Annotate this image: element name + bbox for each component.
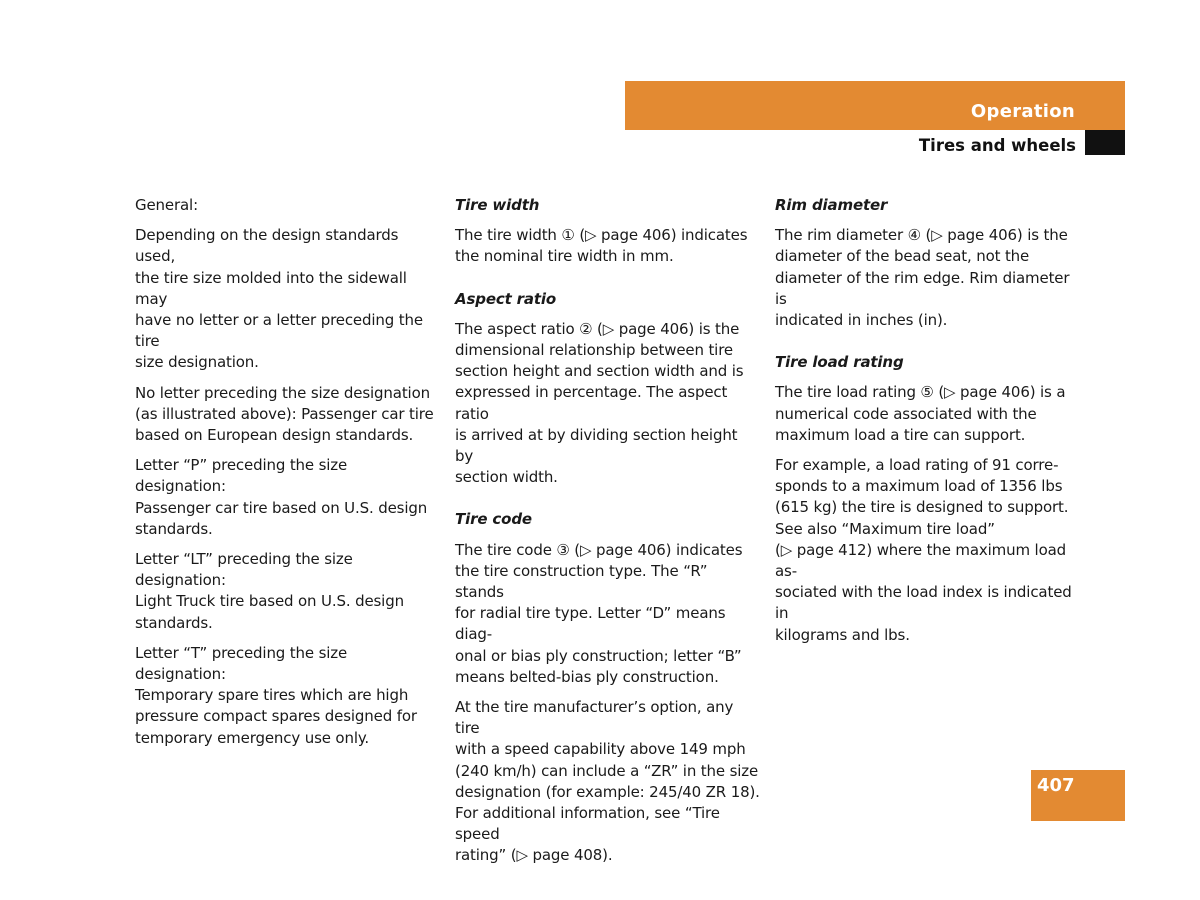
text-column-1 [135,195,440,758]
paragraph-tire-code: The tire code ③ (▷ page 406) indicates the tire construction type. The “R” stands for radial tire type. Letter “D” means diag- onal or bias ply construction; letter “B” means belted-bias ply construction. [455,540,743,686]
paragraph-letter-t: Letter “T” preceding the size designation: Temporary spare tires which are high pressure compact spares designed for temporary emergency use only. [135,643,417,747]
heading-tire-code: Tire code [455,510,532,529]
paragraph-letter-p: Letter “P” preceding the size designation: Passenger car tire based on U.S. design standards. [135,456,428,538]
paragraph-tire-load-rating: The tire load rating ⑤ (▷ page 406) is a numerical code associated with the maximum load a tire can support. [775,383,1066,444]
heading-tire-load-rating: Tire load rating [775,353,904,372]
heading-rim-diameter: Rim diameter [775,196,888,214]
section-tab-marker [1085,130,1125,155]
section-title: Operation [970,101,1075,122]
paragraph-aspect-ratio: The aspect ratio ② (▷ page 406) is the dimensional relationship between tire section height and section width and is expressed in percentage. The aspect ratio is arrived at by dividing section height by section width. [455,319,744,487]
paragraph-general: General: [135,196,198,214]
text-column-3 [775,195,1080,655]
paragraph-manufacturer-option: At the tire manufacturer’s option, any tire with a speed capability above 149 mph (240 km/h) can include a “ZR” in the size designation (for example: 245/40 ZR 18). For additional information, see “Tire speed rating” (▷ page 408). [455,698,760,865]
paragraph-no-letter: No letter preceding the size designation (as illustrated above): Passenger car tire based on European design standards. [135,383,434,445]
paragraph-tire-width: The tire width ① (▷ page 406) indicates the nominal tire width in mm. [455,226,748,266]
paragraph-rim-diameter: The rim diameter ④ (▷ page 406) is the diameter of the bead seat, not the diameter of the rim edge. Rim diameter is indicated in inches (in). [775,226,1070,330]
subsection-title: Tires and wheels [918,136,1076,155]
paragraph-design-standards: Depending on the design standards used, the tire size molded into the sidewall may have no letter or a letter preceding the tire size designation. [135,226,423,372]
paragraph-load-example: For example, a load rating of 91 corre- sponds to a maximum load of 1356 lbs (615 kg) the tire is designed to support. See also “Maximum tire load” (▷ page 412) where the maximum load as- sociated with the load index is indicated in kilograms and lbs. [775,456,1072,644]
paragraph-letter-lt: Letter “LT” preceding the size designation: Light Truck tire based on U.S. design standards. [135,550,404,632]
page-number: 407 [1037,775,1075,796]
heading-aspect-ratio: Aspect ratio [455,289,557,308]
text-column-2 [455,195,760,876]
heading-tire-width: Tire width [455,196,540,214]
